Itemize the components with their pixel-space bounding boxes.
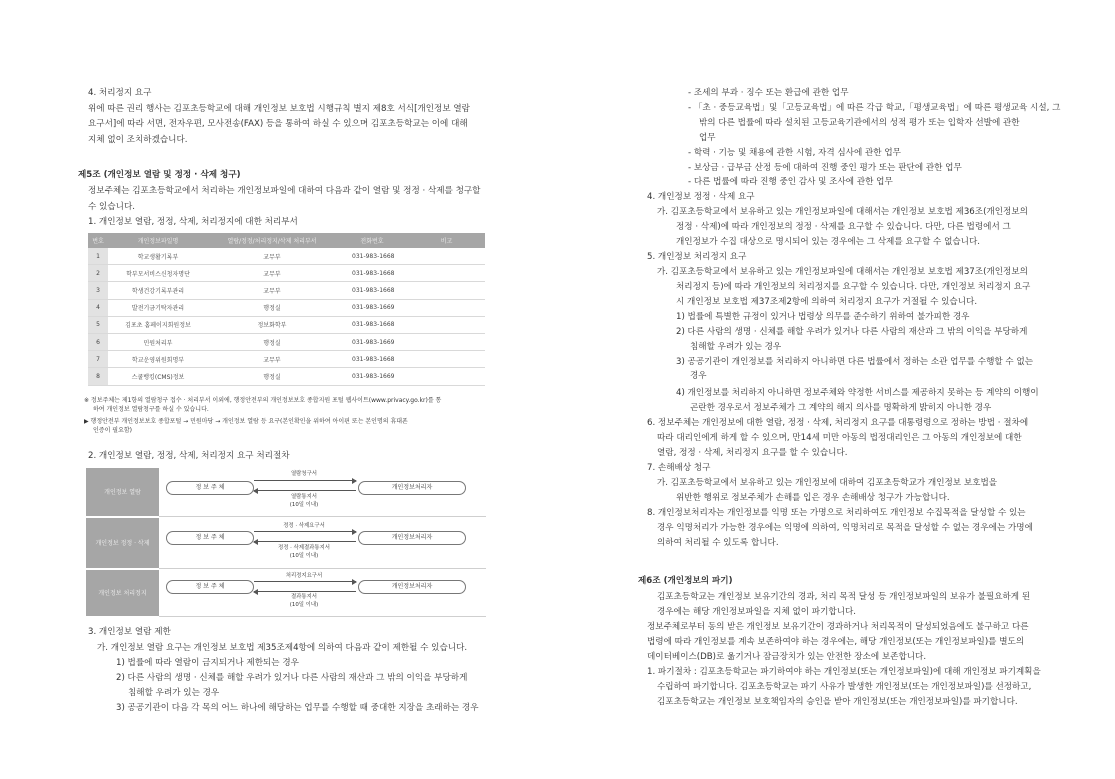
note-line: ▶ 행정안전부 개인정보보호 종합포털 → 민원마당 → 개인정보 열람 등 요구(본인확인을 위하여 아이핀 또는 본인명의 휴대폰: [84, 418, 408, 425]
paragraph-line: 경우 익명처리가 가능한 경우에는 익명에 의하여, 익명처리로 목적을 달성할 수 없는 경우에는 가명에: [657, 523, 1033, 533]
table-cell: 031-983-1668: [336, 316, 408, 333]
table-cell: 스쿨뱅킹(CMS)정보: [108, 368, 208, 385]
flow-days-label: (10일 이내): [289, 602, 319, 608]
article-6-title: 제6조 (개인정보의 파기): [638, 576, 733, 586]
flow-processor-box: 개인정보처리자: [358, 580, 466, 594]
column-header: 열람/정정/처리정지/삭제 처리부서: [208, 233, 336, 248]
table-cell: [408, 299, 485, 316]
table-cell: 031-983-1669: [336, 368, 408, 385]
table-row: [88, 351, 485, 368]
table-row: [88, 282, 485, 299]
list-item: 1) 법률에 따라 열람이 금지되거나 제한되는 경우: [116, 658, 299, 668]
paragraph-line: 8. 개인정보처리자는 개인정보를 익명 또는 가명으로 처리하여도 개인정보 수집목적을 달성할 수 있는: [647, 508, 1026, 518]
department-table: [88, 233, 485, 386]
table-row: [88, 265, 485, 282]
list-item: 3) 공공기관이 개인정보를 처리하지 아니하면 다른 법률에서 정하는 소관 업무를 수행할 수 없는: [676, 357, 1034, 367]
table-cell: 031-983-1668: [336, 265, 408, 282]
list-item: 밖의 다른 법률에 따라 설치된 고등교육기관에서의 성적 평가 또는 입학자 선발에 관한: [699, 118, 1020, 128]
flow-subject-box: 정 보 주 체: [166, 580, 254, 594]
flow-processor-box: 개인정보처리자: [358, 481, 466, 495]
list-item: 3) 공공기관이 다음 각 목의 어느 하나에 해당하는 업무를 수행할 때 중대한 지장을 초래하는 경우: [116, 703, 479, 713]
table-cell: 교무부: [208, 282, 336, 299]
flow-row-label: 개인정보 처리정지: [86, 570, 159, 616]
paragraph-line: 정보주체는 김포초등학교에서 처리하는 개인정보파일에 대하여 다음과 같이 열람 및 정정 · 삭제를 청구할: [88, 186, 481, 196]
table-cell: 6: [88, 333, 108, 350]
table-cell: [408, 316, 485, 333]
table-cell: 5: [88, 316, 108, 333]
table-cell: 행정실: [208, 333, 336, 350]
list-item: - 「초 · 중등교육법」및「고등교육법」에 따른 각급 학교,「평생교육법」에 따른 평생교육 시설, 그: [688, 103, 1061, 113]
list-item: 업무: [699, 133, 716, 143]
paragraph-line: 데이터베이스(DB)로 옮기거나 잠금장치가 있는 안전한 장소에 보존합니다.: [647, 652, 927, 662]
subsection-3-title: 3. 개인정보 열람 제한: [88, 627, 171, 637]
table-cell: [408, 368, 485, 385]
flow-response-label: 정정 · 삭제결과통지서: [277, 545, 330, 551]
table-cell: 8: [88, 368, 108, 385]
paragraph-line: 위반한 행위로 정보주체가 손해를 입은 경우 손해배상 청구가 가능합니다.: [676, 493, 950, 503]
column-header: 개인정보파일명: [108, 233, 208, 248]
paragraph-line: 열람, 정정 · 삭제, 처리정지 요구를 할 수 있습니다.: [657, 448, 848, 458]
flow-request-label: 정정 · 삭제요구서: [283, 523, 325, 529]
table-cell: 학교생활기록부: [108, 248, 208, 265]
paragraph-line: 수립하여 파기합니다. 김포초등학교는 파기 사유가 발생한 개인정보(또는 개인정보파일)를 선정하고,: [657, 682, 1032, 692]
paragraph-line: 요구서]에 따라 서면, 전자우편, 모사전송(FAX) 등을 통하여 하실 수 있으며 김포초등학교는 이에 대해: [88, 119, 468, 129]
column-header: 비고: [408, 233, 485, 248]
table-cell: 031-983-1668: [336, 282, 408, 299]
paragraph-line: 정정 · 삭제)에 따라 개인정보의 정정 · 삭제를 요구할 수 있습니다. 다만, 다른 법령에서 그: [676, 222, 1011, 232]
flow-days-label: (10일 이내): [289, 553, 319, 559]
flow-subject-box: 정 보 주 체: [166, 531, 254, 545]
table-cell: 학교운영위원회명부: [108, 351, 208, 368]
flow-response-label: 열람통지서: [290, 494, 318, 500]
list-item: - 보상금 · 급부금 산정 등에 대하여 진행 중인 평가 또는 판단에 관한 업무: [688, 163, 962, 173]
table-cell: 2: [88, 265, 108, 282]
paragraph-line: 의하여 처리될 수 있도록 합니다.: [657, 538, 779, 548]
table-cell: [408, 282, 485, 299]
paragraph-line: 정보주체로부터 동의 받은 개인정보 보유기간이 경과하거나 처리목적이 달성되었음에도 불구하고 다른: [647, 622, 1029, 632]
flow-row-label: 개인정보 정정 · 삭제: [86, 518, 159, 568]
table-row: [88, 316, 485, 333]
paragraph-line: 지체 없이 조치하겠습니다.: [88, 135, 188, 145]
paragraph-line: 법령에 따라 개인정보를 계속 보존하여야 하는 경우에는, 해당 개인정보(또는 개인정보파일)를 별도의: [647, 637, 1025, 647]
table-cell: [408, 265, 485, 282]
paragraph-line: 처리정지 등)에 따라 개인정보의 처리정지를 요구할 수 있습니다. 다만, 개인정보 처리정지 요구: [676, 282, 1031, 292]
table-cell: 3: [88, 282, 108, 299]
left-arrow-icon: [254, 490, 356, 491]
subsection-1-title: 1. 개인정보 열람, 정정, 삭제, 처리정지에 대한 처리부서: [88, 217, 298, 227]
paragraph-line: 따라 대리인에게 하게 할 수 있으며, 만14세 미만 아동의 법정대리인은 그 아동의 개인정보에 대한: [657, 433, 1022, 443]
flow-response-label: 결과통지서: [290, 594, 318, 600]
list-item: 2) 다른 사람의 생명 · 신체를 해할 우려가 있거나 다른 사람의 재산과 그 밖의 이익을 부당하게: [116, 673, 468, 683]
table-cell: 031-983-1669: [336, 333, 408, 350]
table-cell: 1: [88, 248, 108, 265]
table-cell: 발전기금기탁자관리: [108, 299, 208, 316]
article-5-title: 제5조 (개인정보 열람 및 정정 · 삭제 청구): [78, 170, 241, 180]
table-row: [88, 299, 485, 316]
procedure-flowchart: [86, 468, 486, 618]
paragraph-line: 개인정보가 수집 대상으로 명시되어 있는 경우에는 그 삭제를 요구할 수 없습니다.: [676, 237, 981, 247]
table-row: [88, 368, 485, 385]
note-line: 인증이 필요함): [93, 427, 133, 434]
table-cell: 김포초 홈페이지회원정보: [108, 316, 208, 333]
flow-row-label: 개인정보 열람: [86, 468, 159, 516]
list-item: 곤란한 경우로서 정보주체가 그 계약의 해지 의사를 명확하게 밝히지 아니한 경우: [690, 403, 992, 413]
table-row: [88, 248, 485, 265]
table-row: [88, 333, 485, 350]
table-cell: [408, 248, 485, 265]
table-cell: 교무부: [208, 265, 336, 282]
list-item: - 조세의 부과 · 징수 또는 환급에 관한 업무: [688, 88, 849, 98]
list-item: 1) 법률에 특별한 규정이 있거나 법령상 의무를 준수하기 위하여 불가피한 경우: [676, 312, 970, 322]
list-item: 침해할 우려가 있는 경우: [690, 342, 782, 352]
table-cell: 행정실: [208, 368, 336, 385]
section-4-title: 4. 개인정보 정정 · 삭제 요구: [647, 192, 755, 202]
flow-request-label: 처리정지요구서: [285, 573, 323, 579]
paragraph-line: 가. 개인정보 열람 요구는 개인정보 보호법 제35조제4항에 의하여 다음과 같이 제한될 수 있습니다.: [97, 643, 468, 653]
table-cell: 민원처리부: [108, 333, 208, 350]
section-5-title: 5. 개인정보 처리정지 요구: [647, 252, 747, 262]
right-arrow-icon: [254, 531, 356, 532]
subsection-2-title: 2. 개인정보 열람, 정정, 삭제, 처리정지 요구 처리절차: [88, 451, 290, 461]
table-cell: 교무부: [208, 351, 336, 368]
paragraph-line: 수 있습니다.: [88, 202, 135, 212]
paragraph-line: 경우에는 해당 개인정보파일을 지체 없이 파기합니다.: [657, 607, 857, 617]
list-item: 침해할 우려가 있는 경우: [128, 688, 220, 698]
section-4-title: 4. 처리정지 요구: [88, 88, 152, 98]
table-cell: 학부모서비스신청자명단: [108, 265, 208, 282]
list-item: 4) 개인정보를 처리하지 아니하면 정보주체와 약정한 서비스를 제공하지 못하는 등 계약의 이행이: [676, 388, 1039, 398]
table-cell: [408, 333, 485, 350]
left-arrow-icon: [254, 541, 356, 542]
list-item: - 학력 · 기능 및 채용에 관한 시험, 자격 심사에 관한 업무: [688, 148, 901, 158]
table-cell: 4: [88, 299, 108, 316]
table-cell: 학생건강기록부관리: [108, 282, 208, 299]
paragraph-line: 위에 따른 권리 행사는 김포초등학교에 대해 개인정보 보호법 시행규칙 별지 제8호 서식[개인정보 열람: [88, 104, 470, 114]
flow-request-label: 열람청구서: [290, 471, 318, 477]
note-line: ※ 정보주체는 제1항의 열람청구 접수 · 처리부서 이외에, 행정안전부의 개인정보보호 종합지원 포털 웹사이트(www.privacy.go.kr)를 통: [84, 397, 442, 404]
paragraph-line: 가. 김포초등학교에서 보유하고 있는 개인정보에 대하여 김포초등학교가 개인정보 보호법을: [657, 478, 998, 488]
paragraph-line: 가. 김포초등학교에서 보유하고 있는 개인정보파일에 대해서는 개인정보 보호법 제36조(개인정보의: [657, 207, 1028, 217]
table-cell: 교무부: [208, 248, 336, 265]
list-item: 2) 다른 사람의 생명 · 신체를 해할 우려가 있거나 다른 사람의 재산과 그 밖의 이익을 부당하게: [676, 327, 1028, 337]
section-7-title: 7. 손해배상 청구: [647, 463, 711, 473]
paragraph-line: 6. 정보주체는 개인정보에 대한 열람, 정정 · 삭제, 처리정지 요구를 대통령령으로 정하는 방법 · 절차에: [647, 418, 1029, 428]
paragraph-line: 시 개인정보 보호법 제37조제2항에 의하여 처리정지 요구가 거절될 수 있습니다.: [676, 297, 978, 307]
column-header: 전화번호: [336, 233, 408, 248]
column-header: 번호: [88, 233, 108, 248]
left-arrow-icon: [254, 591, 356, 592]
table-cell: 031-983-1668: [336, 248, 408, 265]
list-item: - 다른 법률에 따라 진행 중인 감사 및 조사에 관한 업무: [688, 177, 893, 187]
table-cell: 031-983-1669: [336, 299, 408, 316]
table-cell: 정보화학부: [208, 316, 336, 333]
list-item: 경우: [690, 371, 707, 381]
flow-processor-box: 개인정보처리자: [358, 531, 466, 545]
paragraph-line: 김포초등학교는 개인정보 보호책임자의 승인을 받아 개인정보(또는 개인정보파일)를 파기합니다.: [657, 697, 1018, 707]
paragraph-line: 1. 파기절차 : 김포초등학교는 파기하여야 하는 개인정보(또는 개인정보파일)에 대해 개인정보 파기계획을: [647, 667, 1041, 677]
note-line: 하여 개인정보 열람청구를 하실 수 있습니다.: [93, 406, 209, 413]
flow-subject-box: 정 보 주 체: [166, 481, 254, 495]
table-header-row: [88, 233, 485, 248]
table-cell: 031-983-1668: [336, 351, 408, 368]
table-cell: 7: [88, 351, 108, 368]
table-cell: [408, 351, 485, 368]
flow-days-label: (10일 이내): [289, 502, 319, 508]
paragraph-line: 김포초등학교는 개인정보 보유기간의 경과, 처리 목적 달성 등 개인정보파일의 보유가 불필요하게 된: [657, 592, 1031, 602]
right-arrow-icon: [254, 581, 356, 582]
table-cell: 행정실: [208, 299, 336, 316]
right-arrow-icon: [254, 480, 356, 481]
paragraph-line: 가. 김포초등학교에서 보유하고 있는 개인정보파일에 대해서는 개인정보 보호법 제37조(개인정보의: [657, 267, 1028, 277]
